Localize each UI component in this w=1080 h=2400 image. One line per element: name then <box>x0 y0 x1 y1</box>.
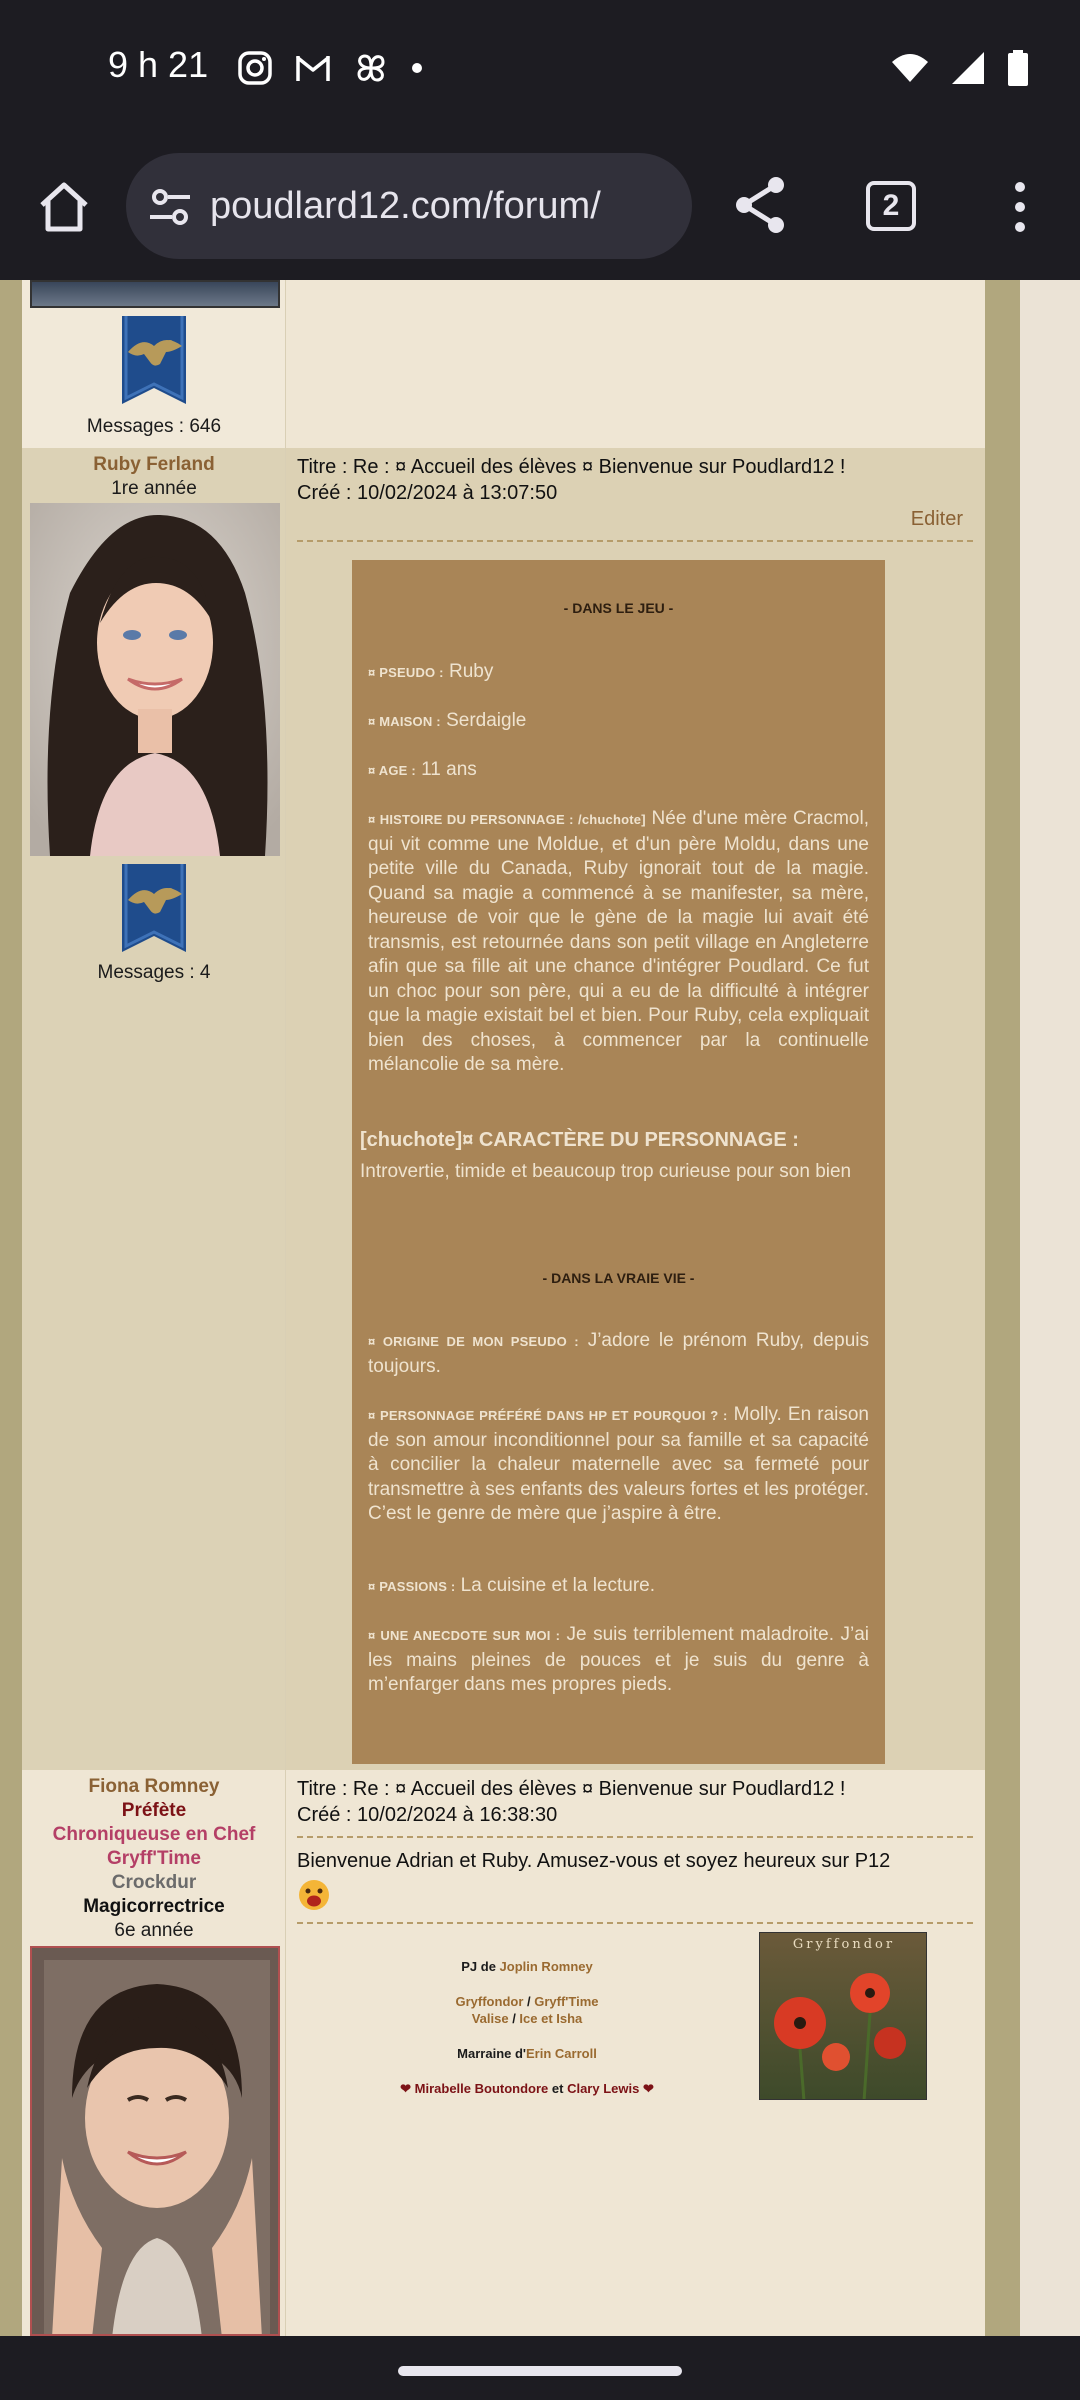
message-count: Messages : 646 <box>86 416 222 437</box>
forum-post-previous <box>22 280 985 448</box>
section-heading: - DANS LE JEU - <box>563 600 674 616</box>
status-bar <box>0 0 1080 135</box>
sig-pj-link[interactable]: Joplin Romney <box>499 1959 593 1974</box>
author-name[interactable]: Fiona Romney <box>88 1776 220 1797</box>
field-caractere-value: Introvertie, timide et beaucoup trop curieuse pour son bien <box>360 1161 852 1182</box>
gesture-nav-bar <box>0 2336 1080 2400</box>
signature <box>347 1958 707 2097</box>
message-count: Messages : 4 <box>97 962 211 983</box>
instagram-icon <box>235 48 275 88</box>
post-title: Titre : Re : ¤ Accueil des élèves ¤ Bienvenue sur Poudlard12 ! <box>297 1778 846 1800</box>
gmail-icon <box>293 48 333 88</box>
share-icon[interactable] <box>732 175 788 235</box>
avatar <box>30 280 280 308</box>
edit-link[interactable]: Editer <box>910 508 963 530</box>
home-gesture-handle[interactable] <box>398 2366 682 2376</box>
sig-marraine: Marraine d'Erin Carroll <box>457 2046 597 2061</box>
forum-post-ruby <box>22 448 985 1770</box>
heart-icon: ❤ <box>642 2081 654 2096</box>
post-body <box>287 1770 985 2336</box>
field-age: ¤ AGE : 11 ans <box>368 759 477 780</box>
sig-pets: Valise / Ice et Isha <box>471 2011 583 2026</box>
post-title: Titre : Re : ¤ Accueil des élèves ¤ Bienvenue sur Poudlard12 ! <box>297 456 846 478</box>
role-prefete: Préfète <box>121 1800 187 1821</box>
post-author-panel <box>22 448 286 1770</box>
page-background <box>1020 280 1080 2336</box>
browser-toolbar <box>0 135 1080 280</box>
role-crockdur: Crockdur <box>111 1872 197 1893</box>
signal-icon <box>948 48 988 88</box>
gryffondor-banner <box>759 1932 927 2100</box>
field-passions: ¤ PASSIONS : La cuisine et la lecture. <box>368 1575 656 1596</box>
author-rank: 1re année <box>111 478 197 499</box>
post-date: Créé : 10/02/2024 à 13:07:50 <box>297 482 558 504</box>
role-chroniqueuse: Chroniqueuse en Chef <box>52 1824 256 1845</box>
field-origine: ¤ ORIGINE DE MON PSEUDO : J’adore le prénom Ruby, depuis toujours. <box>368 1330 869 1377</box>
divider <box>297 540 973 542</box>
author-name[interactable]: Ruby Ferland <box>93 454 215 475</box>
field-anecdote: ¤ UNE ANECDOTE SUR MOI : Je suis terriblement maladroite. J’ai les mains pleines de pouces et je suis du genre à m’enfarger dans mes propres pieds. <box>368 1624 869 1695</box>
post-body <box>287 280 985 448</box>
forum-post-fiona <box>22 1770 985 2336</box>
divider <box>297 1922 973 1924</box>
battery-icon <box>1006 48 1030 88</box>
avatar <box>30 1946 280 2336</box>
divider <box>297 1836 973 1838</box>
post-author-panel <box>22 1770 286 2336</box>
field-caractere-label: [chuchote]¤ CARACTÈRE DU PERSONNAGE : <box>360 1129 799 1151</box>
pinwheel-icon <box>351 48 391 88</box>
forum-page <box>0 280 1080 2336</box>
avatar <box>30 503 280 856</box>
address-bar[interactable] <box>126 153 692 259</box>
house-crest-icon <box>114 860 194 960</box>
character-sheet <box>352 560 885 1764</box>
sig-pj: PJ de Joplin Romney <box>461 1959 593 1974</box>
notification-icons <box>235 48 425 88</box>
more-menu-icon[interactable] <box>1000 177 1040 237</box>
dot-icon <box>409 48 425 88</box>
url-text[interactable]: poudlard12.com/forum/ <box>210 185 601 227</box>
left-frame <box>0 280 22 2336</box>
system-icons <box>890 48 1030 88</box>
role-gryfftime: Gryff'Time <box>107 1848 201 1869</box>
tab-switcher-button[interactable]: 2 <box>866 181 916 231</box>
heart-icon: ❤ <box>400 2081 412 2096</box>
field-prefere: ¤ PERSONNAGE PRÉFÉRÉ DANS HP ET POURQUOI ? : Molly. En raison de son amour inconditionnel pour sa famille et sa capacité à concilier la chaleur maternelle avec sa fermeté pour transmettre à ses enfants des valeurs fortes et les protéger. C’est le genre de mère que j’aspire à être. <box>368 1404 869 1524</box>
field-histoire: ¤ HISTOIRE DU PERSONNAGE : /chuchote] Née d'une mère Cracmol, qui vit comme une Moldue, et d'un père Moldu, dans une petite ville du Canada, Ruby ignorait tout de la magie. Quand sa magie a commencé à se manifester, sa mère, heureuse de voir que le gène de la magie lui avait été transmis, est retournée dans son petit village en Angleterre afin que sa fille ait une chance d'intégrer Poudlard. Ce fut un choc pour son père, qui a eu de la difficulté à intégrer que la magie existait bel et bien. Pour Ruby, cela expliquait bien des choses, à commencer par la continuelle mélancolie de sa mère. <box>368 808 869 1075</box>
right-frame <box>985 280 1020 2336</box>
field-pseudo: ¤ PSEUDO : Ruby <box>368 661 494 682</box>
section-heading: - DANS LA VRAIE VIE - <box>542 1270 695 1286</box>
wifi-icon <box>890 48 930 88</box>
home-icon[interactable] <box>32 175 96 239</box>
site-settings-icon[interactable] <box>146 183 194 231</box>
sig-friends: ❤ Mirabelle Boutondore et Clary Lewis ❤ <box>400 2081 654 2096</box>
house-crest-icon <box>114 312 194 412</box>
post-author-panel <box>22 280 286 448</box>
post-date: Créé : 10/02/2024 à 16:38:30 <box>297 1804 558 1826</box>
field-maison: ¤ MAISON : Serdaigle <box>368 710 527 731</box>
emoji-smiley-icon <box>297 1878 331 1912</box>
post-body <box>287 448 985 1770</box>
role-magicorrectrice: Magicorrectrice <box>83 1896 225 1917</box>
author-rank: 6e année <box>114 1920 194 1941</box>
banner-text: Gryffondor <box>792 1937 896 1952</box>
sig-house: Gryffondor / Gryff'Time <box>455 1994 599 2009</box>
post-message: Bienvenue Adrian et Ruby. Amusez-vous et soyez heureux sur P12 <box>297 1850 891 1872</box>
status-time: 9 h 21 <box>108 44 209 85</box>
